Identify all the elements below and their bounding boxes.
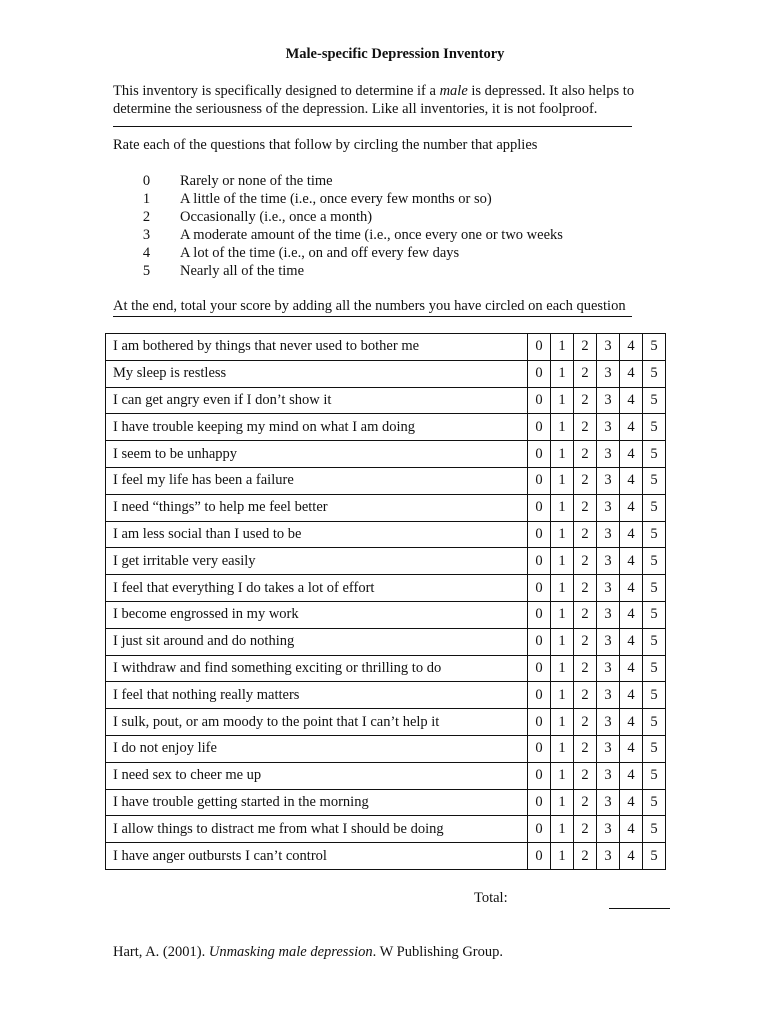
question-row bbox=[106, 548, 666, 575]
rating-option-1[interactable]: 1 bbox=[551, 521, 574, 548]
rating-option-5[interactable]: 5 bbox=[643, 628, 666, 655]
rating-option-0[interactable]: 0 bbox=[528, 575, 551, 602]
question-text: I am less social than I used to be bbox=[106, 521, 528, 548]
scale-row bbox=[113, 244, 563, 262]
rating-option-4[interactable]: 4 bbox=[620, 735, 643, 762]
rating-option-2[interactable]: 2 bbox=[574, 334, 597, 361]
rating-option-3[interactable]: 3 bbox=[597, 816, 620, 843]
scale-number: 5 bbox=[142, 263, 151, 279]
rating-option-1[interactable]: 1 bbox=[551, 360, 574, 387]
question-text: I get irritable very easily bbox=[106, 548, 528, 575]
rating-option-0[interactable]: 0 bbox=[528, 601, 551, 628]
rating-option-4[interactable]: 4 bbox=[620, 414, 643, 441]
rating-option-5[interactable]: 5 bbox=[643, 548, 666, 575]
rating-option-3[interactable]: 3 bbox=[597, 762, 620, 789]
rating-option-1[interactable]: 1 bbox=[551, 387, 574, 414]
citation-book-title: Unmasking male depression bbox=[208, 944, 373, 960]
rating-option-4[interactable]: 4 bbox=[620, 789, 643, 816]
rating-option-5[interactable]: 5 bbox=[643, 843, 666, 870]
rating-option-5[interactable]: 5 bbox=[643, 709, 666, 736]
rating-option-2[interactable]: 2 bbox=[574, 682, 597, 709]
rating-option-1[interactable]: 1 bbox=[551, 682, 574, 709]
rating-option-3[interactable]: 3 bbox=[597, 414, 620, 441]
rating-option-3[interactable]: 3 bbox=[597, 548, 620, 575]
rating-option-2[interactable]: 2 bbox=[574, 575, 597, 602]
rating-option-2[interactable]: 2 bbox=[574, 628, 597, 655]
question-text: I do not enjoy life bbox=[106, 735, 528, 762]
rating-option-1[interactable]: 1 bbox=[551, 548, 574, 575]
rating-option-5[interactable]: 5 bbox=[643, 360, 666, 387]
rating-option-5[interactable]: 5 bbox=[643, 575, 666, 602]
citation bbox=[113, 944, 503, 961]
rating-option-1[interactable]: 1 bbox=[551, 655, 574, 682]
question-text: I just sit around and do nothing bbox=[106, 628, 528, 655]
question-row bbox=[106, 360, 666, 387]
rating-option-5[interactable]: 5 bbox=[643, 334, 666, 361]
rating-option-4[interactable]: 4 bbox=[620, 521, 643, 548]
rating-option-4[interactable]: 4 bbox=[620, 682, 643, 709]
rating-option-2[interactable]: 2 bbox=[574, 789, 597, 816]
rating-option-1[interactable]: 1 bbox=[551, 843, 574, 870]
rating-option-4[interactable]: 4 bbox=[620, 628, 643, 655]
rating-option-5[interactable]: 5 bbox=[643, 789, 666, 816]
rating-option-3[interactable]: 3 bbox=[597, 575, 620, 602]
rating-option-5[interactable]: 5 bbox=[643, 816, 666, 843]
rating-option-1[interactable]: 1 bbox=[551, 494, 574, 521]
rating-option-4[interactable]: 4 bbox=[620, 441, 643, 468]
rating-option-3[interactable]: 3 bbox=[597, 334, 620, 361]
rating-option-0[interactable]: 0 bbox=[528, 628, 551, 655]
rating-option-1[interactable]: 1 bbox=[551, 467, 574, 494]
rating-option-5[interactable]: 5 bbox=[643, 682, 666, 709]
question-text: I have trouble getting started in the morning bbox=[106, 789, 528, 816]
rating-option-4[interactable]: 4 bbox=[620, 816, 643, 843]
rating-option-0[interactable]: 0 bbox=[528, 816, 551, 843]
question-text: I sulk, pout, or am moody to the point that I can’t help it bbox=[106, 709, 528, 736]
question-text: I need sex to cheer me up bbox=[106, 762, 528, 789]
rating-option-0[interactable]: 0 bbox=[528, 441, 551, 468]
rating-option-2[interactable]: 2 bbox=[574, 387, 597, 414]
rating-option-2[interactable]: 2 bbox=[574, 655, 597, 682]
rating-option-4[interactable]: 4 bbox=[620, 334, 643, 361]
rating-option-5[interactable]: 5 bbox=[643, 467, 666, 494]
rating-option-1[interactable]: 1 bbox=[551, 575, 574, 602]
rating-option-0[interactable]: 0 bbox=[528, 334, 551, 361]
rating-option-0[interactable]: 0 bbox=[528, 387, 551, 414]
rating-option-5[interactable]: 5 bbox=[643, 735, 666, 762]
question-text: I need “things” to help me feel better bbox=[106, 494, 528, 521]
rating-option-2[interactable]: 2 bbox=[574, 360, 597, 387]
citation-author-year: Hart, A. (2001). bbox=[113, 944, 209, 960]
inventory-table bbox=[105, 333, 666, 870]
rating-option-0[interactable]: 0 bbox=[528, 521, 551, 548]
question-row bbox=[106, 655, 666, 682]
rating-option-4[interactable]: 4 bbox=[620, 655, 643, 682]
scoring-note: At the end, total your score by adding all the numbers you have circled on each question bbox=[113, 298, 632, 317]
rating-option-3[interactable]: 3 bbox=[597, 682, 620, 709]
rating-option-1[interactable]: 1 bbox=[551, 334, 574, 361]
question-text: I seem to be unhappy bbox=[106, 441, 528, 468]
question-text: I feel that nothing really matters bbox=[106, 682, 528, 709]
question-text: I become engrossed in my work bbox=[106, 601, 528, 628]
question-text: I have anger outbursts I can’t control bbox=[106, 843, 528, 870]
rating-option-0[interactable]: 0 bbox=[528, 655, 551, 682]
rating-option-0[interactable]: 0 bbox=[528, 414, 551, 441]
scale-number: 2 bbox=[142, 209, 151, 225]
rating-option-3[interactable]: 3 bbox=[597, 843, 620, 870]
question-row bbox=[106, 762, 666, 789]
rating-option-1[interactable]: 1 bbox=[551, 441, 574, 468]
scale-description: A moderate amount of the time (i.e., once every one or two weeks bbox=[180, 227, 563, 243]
rating-option-2[interactable]: 2 bbox=[574, 521, 597, 548]
scale-description: A lot of the time (i.e., on and off every few days bbox=[180, 245, 460, 261]
question-row bbox=[106, 575, 666, 602]
rating-option-4[interactable]: 4 bbox=[620, 762, 643, 789]
rating-option-5[interactable]: 5 bbox=[643, 441, 666, 468]
scale-row bbox=[113, 190, 563, 208]
rating-option-5[interactable]: 5 bbox=[643, 521, 666, 548]
citation-publisher: . W Publishing Group. bbox=[372, 944, 504, 960]
question-row bbox=[106, 414, 666, 441]
rating-scale-legend bbox=[113, 172, 563, 280]
question-row bbox=[106, 387, 666, 414]
scale-description: Rarely or none of the time bbox=[180, 173, 333, 189]
rating-option-3[interactable]: 3 bbox=[597, 709, 620, 736]
scale-row bbox=[113, 262, 563, 280]
rating-option-4[interactable]: 4 bbox=[620, 360, 643, 387]
rating-option-4[interactable]: 4 bbox=[620, 467, 643, 494]
scale-row bbox=[113, 172, 563, 190]
rating-option-4[interactable]: 4 bbox=[620, 843, 643, 870]
question-row bbox=[106, 467, 666, 494]
rating-option-2[interactable]: 2 bbox=[574, 548, 597, 575]
rating-option-2[interactable]: 2 bbox=[574, 467, 597, 494]
scale-number: 3 bbox=[142, 227, 151, 243]
rating-option-2[interactable]: 2 bbox=[574, 709, 597, 736]
intro-text-end: is depressed. It also helps to determine the seriousness of the depression. Like all inventories, it is not foolproof. bbox=[113, 83, 635, 117]
question-row bbox=[106, 628, 666, 655]
question-row bbox=[106, 816, 666, 843]
rating-option-2[interactable]: 2 bbox=[574, 843, 597, 870]
rating-option-1[interactable]: 1 bbox=[551, 628, 574, 655]
rating-option-3[interactable]: 3 bbox=[597, 360, 620, 387]
total-score-blank[interactable] bbox=[609, 908, 670, 909]
question-row bbox=[106, 709, 666, 736]
rating-option-3[interactable]: 3 bbox=[597, 521, 620, 548]
rating-option-1[interactable]: 1 bbox=[551, 601, 574, 628]
question-row bbox=[106, 521, 666, 548]
rating-option-1[interactable]: 1 bbox=[551, 762, 574, 789]
rating-option-1[interactable]: 1 bbox=[551, 816, 574, 843]
question-text: I have trouble keeping my mind on what I am doing bbox=[106, 414, 528, 441]
question-text: I am bothered by things that never used to bother me bbox=[106, 334, 528, 361]
rating-instruction: Rate each of the questions that follow by circling the number that applies bbox=[113, 137, 538, 153]
rating-option-3[interactable]: 3 bbox=[597, 628, 620, 655]
rating-option-5[interactable]: 5 bbox=[643, 601, 666, 628]
rating-option-1[interactable]: 1 bbox=[551, 414, 574, 441]
scale-number: 0 bbox=[142, 173, 151, 189]
rating-option-0[interactable]: 0 bbox=[528, 467, 551, 494]
rating-option-5[interactable]: 5 bbox=[643, 655, 666, 682]
rating-option-1[interactable]: 1 bbox=[551, 789, 574, 816]
question-row bbox=[106, 735, 666, 762]
question-text: I can get angry even if I don’t show it bbox=[106, 387, 528, 414]
rating-option-0[interactable]: 0 bbox=[528, 789, 551, 816]
intro-paragraph bbox=[113, 82, 673, 118]
rating-option-0[interactable]: 0 bbox=[528, 735, 551, 762]
rating-option-2[interactable]: 2 bbox=[574, 494, 597, 521]
rating-option-4[interactable]: 4 bbox=[620, 601, 643, 628]
question-row bbox=[106, 334, 666, 361]
scale-description: A little of the time (i.e., once every few months or so) bbox=[180, 191, 492, 207]
scale-description: Nearly all of the time bbox=[180, 263, 305, 279]
rating-option-3[interactable]: 3 bbox=[597, 387, 620, 414]
rating-option-0[interactable]: 0 bbox=[528, 360, 551, 387]
rating-option-0[interactable]: 0 bbox=[528, 494, 551, 521]
rating-option-3[interactable]: 3 bbox=[597, 467, 620, 494]
rating-option-0[interactable]: 0 bbox=[528, 709, 551, 736]
question-text: I feel my life has been a failure bbox=[106, 467, 528, 494]
rating-option-5[interactable]: 5 bbox=[643, 494, 666, 521]
rating-option-3[interactable]: 3 bbox=[597, 735, 620, 762]
rating-option-1[interactable]: 1 bbox=[551, 735, 574, 762]
rating-option-5[interactable]: 5 bbox=[643, 387, 666, 414]
rating-option-4[interactable]: 4 bbox=[620, 709, 643, 736]
question-text: My sleep is restless bbox=[106, 360, 528, 387]
rating-option-4[interactable]: 4 bbox=[620, 494, 643, 521]
rating-option-2[interactable]: 2 bbox=[574, 735, 597, 762]
intro-text-start: This inventory is specifically designed to determine if a bbox=[113, 83, 440, 99]
rating-option-5[interactable]: 5 bbox=[643, 762, 666, 789]
scale-description: Occasionally (i.e., once a month) bbox=[180, 209, 373, 225]
page-title: Male-specific Depression Inventory bbox=[285, 46, 505, 62]
total-label: Total: bbox=[474, 890, 508, 906]
rating-option-2[interactable]: 2 bbox=[574, 762, 597, 789]
scale-row bbox=[113, 208, 563, 226]
rating-option-4[interactable]: 4 bbox=[620, 387, 643, 414]
rating-option-5[interactable]: 5 bbox=[643, 414, 666, 441]
rating-option-2[interactable]: 2 bbox=[574, 601, 597, 628]
scale-row bbox=[113, 226, 563, 244]
question-row bbox=[106, 441, 666, 468]
question-text: I feel that everything I do takes a lot of effort bbox=[106, 575, 528, 602]
rating-option-4[interactable]: 4 bbox=[620, 548, 643, 575]
question-text: I allow things to distract me from what I should be doing bbox=[106, 816, 528, 843]
rating-option-2[interactable]: 2 bbox=[574, 816, 597, 843]
question-row bbox=[106, 494, 666, 521]
horizontal-rule bbox=[113, 126, 632, 127]
question-row bbox=[106, 682, 666, 709]
rating-option-2[interactable]: 2 bbox=[574, 414, 597, 441]
rating-option-0[interactable]: 0 bbox=[528, 843, 551, 870]
rating-option-3[interactable]: 3 bbox=[597, 494, 620, 521]
rating-option-0[interactable]: 0 bbox=[528, 762, 551, 789]
rating-option-3[interactable]: 3 bbox=[597, 601, 620, 628]
rating-option-1[interactable]: 1 bbox=[551, 709, 574, 736]
question-row bbox=[106, 601, 666, 628]
rating-option-3[interactable]: 3 bbox=[597, 441, 620, 468]
rating-option-4[interactable]: 4 bbox=[620, 575, 643, 602]
scale-number: 1 bbox=[142, 191, 151, 207]
rating-option-0[interactable]: 0 bbox=[528, 682, 551, 709]
question-row bbox=[106, 843, 666, 870]
intro-emphasis: male bbox=[439, 83, 468, 99]
rating-option-3[interactable]: 3 bbox=[597, 655, 620, 682]
rating-option-0[interactable]: 0 bbox=[528, 548, 551, 575]
question-text: I withdraw and find something exciting or thrilling to do bbox=[106, 655, 528, 682]
rating-option-3[interactable]: 3 bbox=[597, 789, 620, 816]
question-row bbox=[106, 789, 666, 816]
rating-option-2[interactable]: 2 bbox=[574, 441, 597, 468]
scale-number: 4 bbox=[142, 245, 151, 261]
